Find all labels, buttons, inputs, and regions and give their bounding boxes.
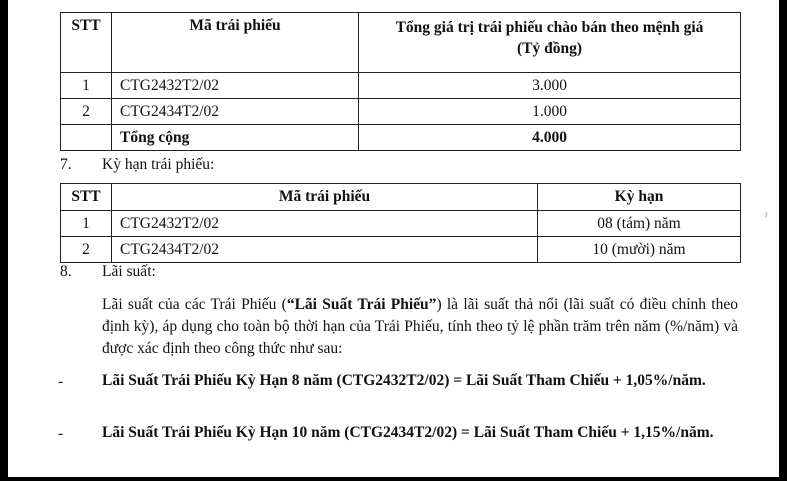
bullet-dash: - — [58, 373, 64, 390]
bullet-text: Lãi Suất Trái Phiếu Kỳ Hạn 8 năm (CTG2432T2/02) = Lãi Suất Tham Chiếu + 1,05%/năm. — [102, 372, 706, 389]
row-value: 3.000 — [359, 73, 741, 99]
row-bond-code: CTG2432T2/02 — [112, 73, 359, 99]
header-stt: STT — [61, 13, 112, 73]
row-stt: 1 — [61, 211, 112, 237]
table-header-row — [61, 184, 741, 211]
bullet-dash: - — [58, 425, 64, 442]
section-title: Lãi suất: — [102, 263, 156, 280]
bullet-item — [58, 370, 738, 414]
table-row — [61, 73, 741, 99]
header-total-value-unit: (Tỷ đồng) — [516, 40, 583, 57]
row-term: 08 (tám) năm — [538, 211, 741, 237]
row-stt: 1 — [61, 73, 112, 99]
table-row — [61, 211, 741, 237]
bond-term-table — [60, 183, 741, 263]
section-8-heading — [60, 263, 460, 283]
total-stt-cell — [61, 125, 112, 151]
paragraph-text-end: ) là lãi suất thả nổi (lãi suất có điều chỉnh theo định kỳ), áp dụng cho toàn bộ thời hạn của Trái Phiếu, tính theo tỷ lệ phần trăm trên năm (%/năm) và được xác định theo công thức như sau: — [102, 296, 738, 357]
bullet-item — [58, 422, 738, 466]
header-total-value — [359, 13, 741, 73]
interest-rate-paragraph — [102, 294, 738, 360]
scan-edge-mark: ˀ — [765, 212, 768, 223]
header-term: Kỳ hạn — [538, 184, 741, 211]
bullet-text: Lãi Suất Trái Phiếu Kỳ Hạn 10 năm (CTG2434T2/02) = Lãi Suất Tham Chiếu + 1,15%/năm. — [102, 424, 714, 441]
header-bond-code: Mã trái phiếu — [112, 184, 538, 211]
header-stt: STT — [61, 184, 112, 211]
header-bond-code: Mã trái phiếu — [112, 13, 359, 73]
section-7-heading — [60, 156, 460, 176]
bond-value-table — [60, 12, 741, 151]
table-header-row — [61, 13, 741, 73]
document-page — [8, 0, 779, 477]
section-number: 7. — [60, 156, 72, 173]
section-number: 8. — [60, 263, 72, 280]
total-row — [61, 125, 741, 151]
paragraph-text-start: Lãi suất của các Trái Phiếu ( — [102, 296, 287, 313]
row-bond-code: CTG2432T2/02 — [112, 211, 538, 237]
defined-term: “Lãi Suất Trái Phiếu” — [286, 296, 437, 313]
row-term: 10 (mười) năm — [538, 237, 741, 263]
total-label: Tổng cộng — [112, 125, 359, 151]
table-row — [61, 237, 741, 263]
row-stt: 2 — [61, 99, 112, 125]
header-total-value-line1: Tổng giá trị trái phiếu chào bán theo mệnh giá — [395, 19, 704, 36]
total-value: 4.000 — [359, 125, 741, 151]
row-value: 1.000 — [359, 99, 741, 125]
table-row — [61, 99, 741, 125]
section-title: Kỳ hạn trái phiếu: — [102, 156, 215, 173]
row-bond-code: CTG2434T2/02 — [112, 99, 359, 125]
row-stt: 2 — [61, 237, 112, 263]
row-bond-code: CTG2434T2/02 — [112, 237, 538, 263]
